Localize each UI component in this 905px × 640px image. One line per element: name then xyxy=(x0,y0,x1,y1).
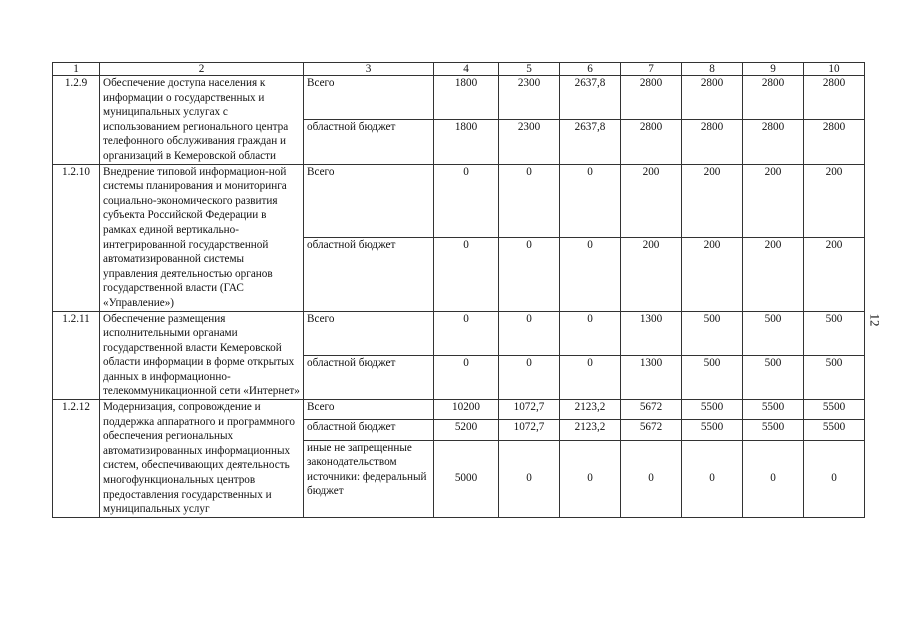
amount-cell: 0 xyxy=(499,238,560,311)
amount-cell: 0 xyxy=(434,238,499,311)
amount-cell: 0 xyxy=(499,440,560,517)
amount-cell: 500 xyxy=(682,355,743,399)
funding-source: областной бюджет xyxy=(304,120,434,164)
amount-cell: 0 xyxy=(743,440,804,517)
funding-source: областной бюджет xyxy=(304,420,434,440)
amount-cell: 0 xyxy=(560,311,621,355)
amount-cell: 200 xyxy=(743,164,804,237)
funding-source: областной бюджет xyxy=(304,355,434,399)
row-title: Обеспечение доступа населения к информации о государственных и муниципальных услугах с использованием регионального центра телефонного обслуживания граждан и организаций в Кемеровской области xyxy=(100,76,304,165)
amount-cell: 1300 xyxy=(621,311,682,355)
amount-cell: 1072,7 xyxy=(499,400,560,420)
funding-source: Всего xyxy=(304,164,434,237)
column-header: 8 xyxy=(682,63,743,76)
amount-cell: 2800 xyxy=(804,120,865,164)
amount-cell: 0 xyxy=(499,311,560,355)
amount-cell: 2800 xyxy=(621,120,682,164)
amount-cell: 200 xyxy=(621,238,682,311)
amount-cell: 0 xyxy=(682,440,743,517)
amount-cell: 0 xyxy=(434,355,499,399)
funding-source: Всего xyxy=(304,400,434,420)
amount-cell: 5000 xyxy=(434,440,499,517)
amount-cell: 1800 xyxy=(434,76,499,120)
row-code: 1.2.12 xyxy=(53,400,100,518)
amount-cell: 10200 xyxy=(434,400,499,420)
amount-cell: 0 xyxy=(560,355,621,399)
column-number-row xyxy=(53,63,865,76)
column-header: 5 xyxy=(499,63,560,76)
amount-cell: 1300 xyxy=(621,355,682,399)
amount-cell: 200 xyxy=(682,238,743,311)
row-title: Модернизация, сопровождение и поддержка аппаратного и программного обеспечения региональных автоматизированных информационных систем, обеспечивающих деятельность многофункциональных центров предоставления государственных и муниципальных услуг xyxy=(100,400,304,518)
row-code: 1.2.10 xyxy=(53,164,100,311)
funding-source: Всего xyxy=(304,311,434,355)
amount-cell: 200 xyxy=(804,164,865,237)
column-header: 3 xyxy=(304,63,434,76)
amount-cell: 2123,2 xyxy=(560,400,621,420)
amount-cell: 0 xyxy=(434,311,499,355)
amount-cell: 2800 xyxy=(743,76,804,120)
table-row xyxy=(53,400,865,420)
amount-cell: 1072,7 xyxy=(499,420,560,440)
amount-cell: 2800 xyxy=(682,120,743,164)
amount-cell: 2637,8 xyxy=(560,120,621,164)
amount-cell: 0 xyxy=(499,355,560,399)
row-title: Внедрение типовой информацион-ной системы планирования и мониторинга социально-экономического развития субъекта Российской Федерации в рамках единой вертикально-интегрированной государственной автоматизированной системы управления деятельностью органов государственной власти (ГАС «Управление») xyxy=(100,164,304,311)
amount-cell: 500 xyxy=(804,355,865,399)
amount-cell: 5500 xyxy=(743,420,804,440)
amount-cell: 5500 xyxy=(743,400,804,420)
amount-cell: 2800 xyxy=(804,76,865,120)
row-code: 1.2.11 xyxy=(53,311,100,400)
amount-cell: 2800 xyxy=(743,120,804,164)
amount-cell: 0 xyxy=(621,440,682,517)
amount-cell: 2800 xyxy=(621,76,682,120)
column-header: 1 xyxy=(53,63,100,76)
amount-cell: 2800 xyxy=(682,76,743,120)
amount-cell: 1800 xyxy=(434,120,499,164)
amount-cell: 5500 xyxy=(682,400,743,420)
amount-cell: 2300 xyxy=(499,76,560,120)
amount-cell: 500 xyxy=(743,311,804,355)
funding-source: иные не запрещенные законодательством источники: федеральный бюджет xyxy=(304,440,434,517)
amount-cell: 5672 xyxy=(621,420,682,440)
row-code: 1.2.9 xyxy=(53,76,100,165)
table-row xyxy=(53,311,865,355)
column-header: 10 xyxy=(804,63,865,76)
amount-cell: 0 xyxy=(560,440,621,517)
amount-cell: 0 xyxy=(804,440,865,517)
table-row xyxy=(53,164,865,237)
amount-cell: 200 xyxy=(804,238,865,311)
page-number: 12 xyxy=(867,313,883,327)
amount-cell: 0 xyxy=(560,238,621,311)
table-row xyxy=(53,76,865,120)
funding-table xyxy=(52,62,865,518)
amount-cell: 200 xyxy=(621,164,682,237)
column-header: 9 xyxy=(743,63,804,76)
amount-cell: 500 xyxy=(804,311,865,355)
amount-cell: 500 xyxy=(743,355,804,399)
amount-cell: 2637,8 xyxy=(560,76,621,120)
column-header: 7 xyxy=(621,63,682,76)
row-title: Обеспечение размещения исполнительными органами государственной власти Кемеровской области информации в форме открытых данных в информационно-телекоммуникационной сети «Интернет» xyxy=(100,311,304,400)
funding-source: областной бюджет xyxy=(304,238,434,311)
amount-cell: 500 xyxy=(682,311,743,355)
column-header: 4 xyxy=(434,63,499,76)
amount-cell: 0 xyxy=(499,164,560,237)
column-header: 2 xyxy=(100,63,304,76)
amount-cell: 0 xyxy=(434,164,499,237)
amount-cell: 0 xyxy=(560,164,621,237)
amount-cell: 5500 xyxy=(804,420,865,440)
funding-source: Всего xyxy=(304,76,434,120)
amount-cell: 5500 xyxy=(682,420,743,440)
amount-cell: 5672 xyxy=(621,400,682,420)
amount-cell: 5200 xyxy=(434,420,499,440)
amount-cell: 2123,2 xyxy=(560,420,621,440)
amount-cell: 200 xyxy=(743,238,804,311)
amount-cell: 5500 xyxy=(804,400,865,420)
column-header: 6 xyxy=(560,63,621,76)
amount-cell: 200 xyxy=(682,164,743,237)
amount-cell: 2300 xyxy=(499,120,560,164)
